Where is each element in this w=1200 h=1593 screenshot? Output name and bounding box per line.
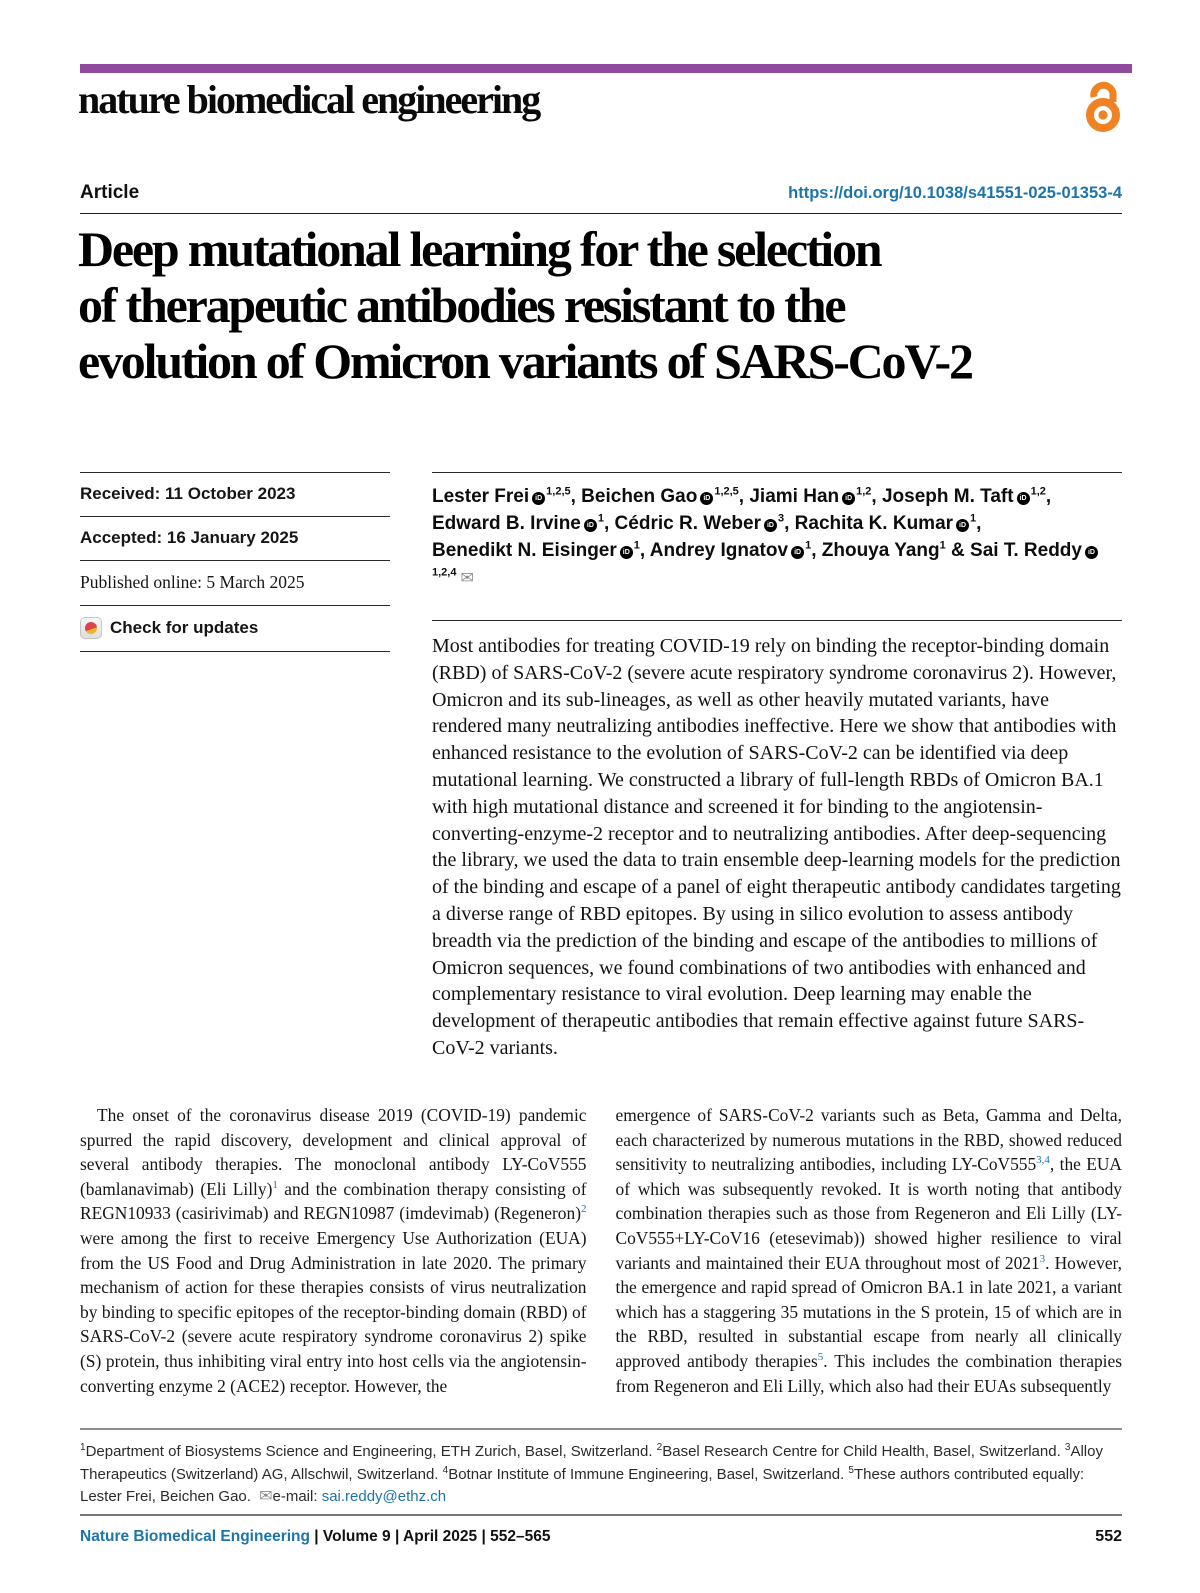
page-footer: [80, 1514, 1122, 1546]
affiliation-superscript: 1: [597, 512, 604, 525]
affiliation-superscript: 1,2: [1030, 485, 1046, 498]
reference-superscript[interactable]: 5: [817, 1351, 824, 1364]
published-date: Published online: 5 March 2025: [80, 560, 390, 605]
affiliation-superscript: 1: [80, 1442, 86, 1453]
title-line: evolution of Omicron variants of SARS-CoV-2: [78, 333, 972, 389]
affiliation-superscript: 1: [633, 539, 640, 552]
author-line: Edward B. Irvine iD$^1$, Cédric R. Weber iD$^3$, Rachita K. Kumar iD$^1$,: [432, 512, 982, 534]
title-line: Deep mutational learning for the selection: [78, 221, 881, 277]
body-paragraph-left: The onset of the coronavirus disease 2019 (COVID-19) pandemic spurred the rapid discovery, development and clinical approval of several antibody therapies. The monoclonal antibody LY-CoV555 (bamlanavimab) (Eli Lilly)$^1$ and the combination therapy consisting of REGN10933 (casirivimab) and REGN10987 (imdevimab) (Regeneron)$^2$ were among the first to receive Emergency Use Authorization (EUA) from the US Food and Drug Administration in late 2020. The primary mechanism of action for these therapies consists of virus neutralization by binding to specific epitopes of the receptor-binding domain (RBD) of SARS-CoV-2 (severe acute respiratory syndrome coronavirus 2) spike (S) protein, thus inhibiting viral entry into host cells via the angiotensin-converting enzyme 2 (ACE2) receptor. However, the: [80, 1105, 587, 1396]
received-date: Received: 11 October 2023: [80, 472, 390, 516]
reference-superscript[interactable]: 2: [581, 1203, 587, 1216]
header-divider: [80, 213, 1122, 214]
journal-logo: nature biomedical engineering: [78, 77, 540, 122]
affiliation-superscript: 1,2,5: [546, 485, 571, 498]
orcid-icon[interactable]: iD: [532, 492, 545, 505]
envelope-icon[interactable]: ✉: [460, 570, 474, 587]
title-line: of therapeutic antibodies resistant to the: [78, 277, 845, 333]
envelope-icon: ✉: [259, 1488, 273, 1505]
check-for-updates-button[interactable]: [80, 605, 390, 652]
affiliation-superscript: 1: [939, 539, 946, 552]
affiliation-superscript: 1,2,5: [714, 485, 739, 498]
article-title: [78, 221, 1140, 389]
open-access-icon: [1082, 76, 1124, 134]
footer-issue-info: | Volume 9 | April 2025 | 552–565: [309, 1528, 551, 1545]
orcid-icon[interactable]: iD: [791, 546, 804, 559]
reference-superscript[interactable]: 3,4: [1036, 1154, 1050, 1167]
affiliation-superscript: 1,2: [856, 485, 872, 498]
orcid-icon[interactable]: iD: [956, 519, 969, 532]
journal-brand-bar: [80, 64, 1132, 73]
affiliation-superscript: 4: [442, 1464, 449, 1476]
reference-superscript[interactable]: 3: [1039, 1252, 1046, 1265]
orcid-icon[interactable]: iD: [842, 492, 855, 505]
affiliations-footnote: $^1$Department of Biosystems Science and Engineering, ETH Zurich, Basel, Switzerland. $^2$Basel Research Centre for Child Health, Basel, Switzerland. $^3$Alloy Therapeutics (Switzerland) AG, Allschwil, Switzerland. $^4$Botnar Institute of Immune Engineering, Basel, Switzerland. $^5$These authors contributed equally: Lester Frei, Beichen Gao. ✉e-mail: sai.reddy@ethz.ch: [80, 1428, 1122, 1509]
doi-link[interactable]: https://doi.org/10.1038/s41551-025-01353-4: [788, 184, 1122, 202]
affiliation-superscript: 2: [656, 1442, 663, 1453]
article-type-label: Article: [80, 182, 140, 203]
footer-citation: [80, 1528, 550, 1546]
crossmark-icon: [80, 617, 102, 639]
affiliation-superscript: 1: [970, 512, 977, 525]
author-abstract-column: [432, 472, 1122, 1062]
orcid-icon[interactable]: iD: [764, 519, 777, 532]
body-paragraph-right: emergence of SARS-CoV-2 variants such as Beta, Gamma and Delta, each characterized by numerous mutations in the RBD, showed reduced sensitivity to neutralizing antibodies, including LY-CoV555$^{3,4}$, the EUA of which was subsequently revoked. It is worth noting that antibody combination therapies such as those from Regeneron and Eli Lilly (LY-CoV555+LY-CoV16 (etesevimab)) showed higher resilience to viral variants and maintained their EUA throughout most of 2021$^3$. However, the emergence and rapid spread of Omicron BA.1 in late 2021, a variant which has a staggering 35 mutations in the S protein, 15 of which are in the RBD, resulted in substantial escape from nearly all clinically approved antibody therapies$^5$. This includes the combination therapies from Regeneron and Eli Lilly, which also had their EUAs subsequently: [615, 1105, 1122, 1396]
orcid-icon[interactable]: iD: [584, 519, 597, 532]
orcid-icon[interactable]: iD: [1085, 546, 1098, 559]
article-header-row: [80, 182, 1122, 212]
author-line: Lester Frei iD$^{1,2,5}$, Beichen Gao iD$^{1,2,5}$, Jiami Han iD$^{1,2}$, Joseph M. Taft iD$^{1,2}$,: [432, 485, 1052, 507]
check-for-updates-label: Check for updates: [110, 618, 259, 637]
affiliation-superscript: 1: [805, 539, 812, 552]
author-line: Benedikt N. Eisinger iD$^1$, Andrey Ignatov iD$^1$, Zhouya Yang$^1$ & Sai T. Reddy iD$^{1,2,4}$ ✉: [432, 537, 1122, 592]
email-link[interactable]: sai.reddy@ethz.ch: [321, 1488, 447, 1505]
author-list: [432, 473, 1122, 592]
affiliation-superscript: 1,2,4: [432, 566, 457, 579]
meta-and-abstract-section: [80, 472, 1122, 1062]
affiliation-superscript: 5: [848, 1464, 854, 1476]
orcid-icon[interactable]: iD: [1017, 492, 1030, 505]
orcid-icon[interactable]: iD: [620, 546, 633, 559]
orcid-icon[interactable]: iD: [700, 492, 713, 505]
affiliation-superscript: 3: [777, 512, 785, 525]
body-text-columns: [80, 1103, 1122, 1398]
affiliation-superscript: 3: [1064, 1442, 1071, 1453]
footer-journal-link[interactable]: Nature Biomedical Engineering: [80, 1528, 310, 1545]
page-number: 552: [1095, 1528, 1122, 1545]
article-history: [80, 472, 390, 652]
abstract: Most antibodies for treating COVID-19 rely on binding the receptor-binding domain (RBD) of SARS-CoV-2 (severe acute respiratory syndrome coronavirus 2). However, Omicron and its sub-lineages, as well as other heavily mutated variants, have rendered many neutralizing antibodies ineffective. Here we show that antibodies with enhanced resistance to the evolution of SARS-CoV-2 can be identified via deep mutational learning. We constructed a library of full-length RBDs of Omicron BA.1 with high mutational distance and screened it for binding to the angiotensin-converting-enzyme-2 receptor and to neutralizing antibodies. After deep-sequencing the library, we used the data to train ensemble deep-learning models for the prediction of the binding and escape of a panel of eight therapeutic antibody candidates targeting a diverse range of RBD epitopes. By using in silico evolution to assess antibody breadth via the prediction of the binding and escape of the antibodies to millions of Omicron sequences, we found combinations of two antibodies with enhanced and complementary resistance to viral evolution. Deep learning may enable the development of therapeutic antibodies that remain effective against future SARS-CoV-2 variants.: [432, 635, 1121, 1059]
accepted-date: Accepted: 16 January 2025: [80, 516, 390, 560]
reference-superscript[interactable]: 1: [272, 1178, 278, 1191]
